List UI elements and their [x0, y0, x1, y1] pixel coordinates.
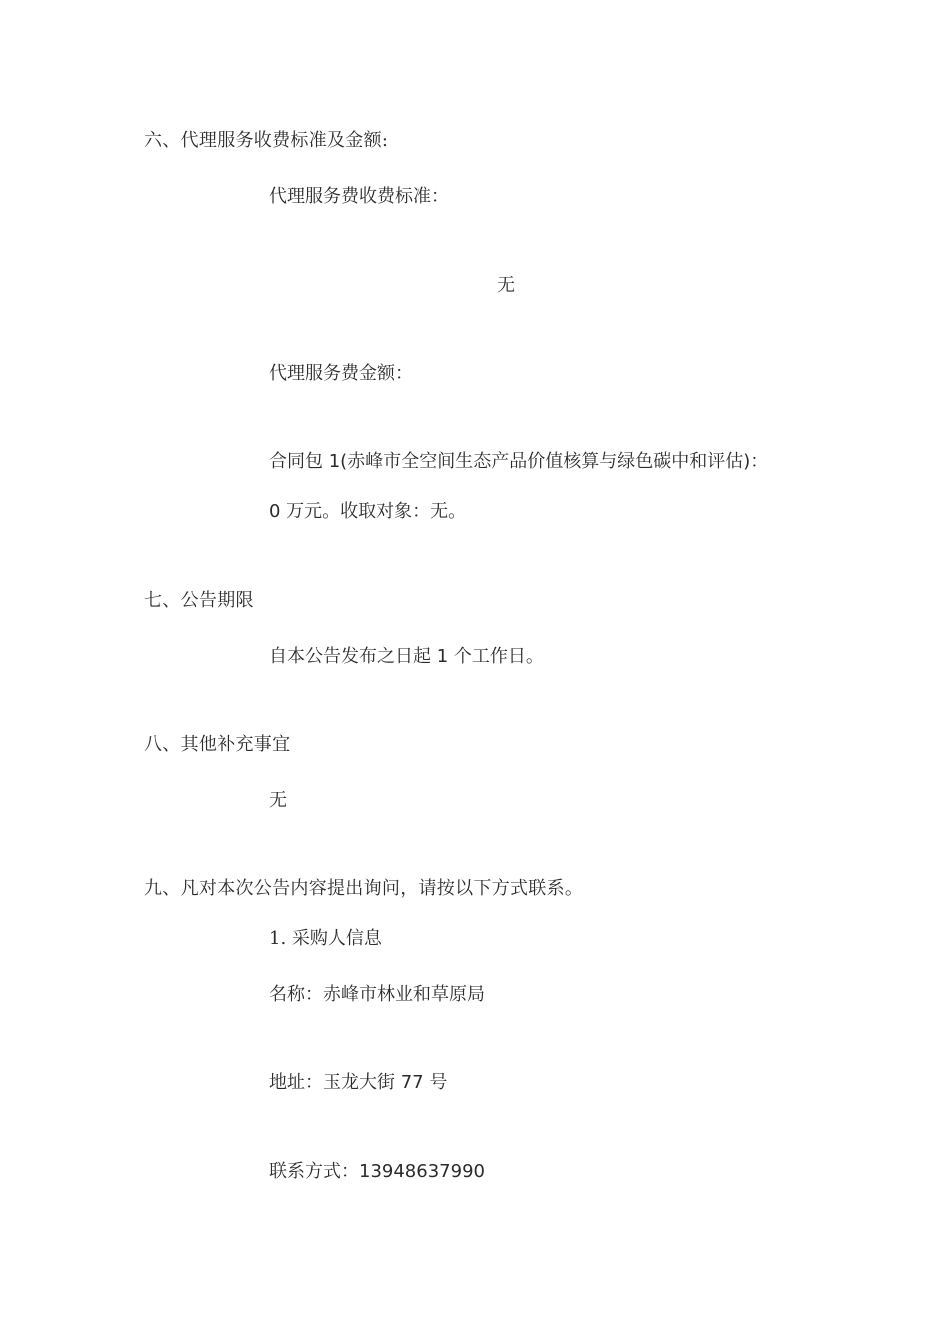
section-8-heading: 八、其他补充事宜 [144, 734, 291, 755]
purchaser-info-title: 1. 采购人信息 [269, 928, 382, 949]
section-7-heading: 七、公告期限 [144, 590, 254, 611]
agency-fee-amount-label: 代理服务费金额： [269, 363, 413, 384]
agency-fee-amount-line: 0 万元。收取对象：无。 [269, 501, 467, 522]
purchaser-name: 名称：赤峰市林业和草原局 [269, 984, 485, 1005]
supplementary-matters-text: 无 [269, 790, 287, 811]
section-6-heading: 六、代理服务收费标准及金额: [144, 130, 389, 151]
agency-fee-standard-label: 代理服务费收费标准： [269, 186, 449, 207]
contract-package-line: 合同包 1(赤峰市全空间生态产品价值核算与绿色碳中和评估)： [269, 451, 769, 472]
announcement-period-text: 自本公告发布之日起 1 个工作日。 [269, 646, 544, 667]
purchaser-contact: 联系方式：13948637990 [269, 1161, 485, 1182]
section-9-heading: 九、凡对本次公告内容提出询问，请按以下方式联系。 [144, 878, 584, 899]
purchaser-address: 地址：玉龙大街 77 号 [269, 1072, 448, 1093]
agency-fee-standard-value: 无 [497, 275, 515, 296]
